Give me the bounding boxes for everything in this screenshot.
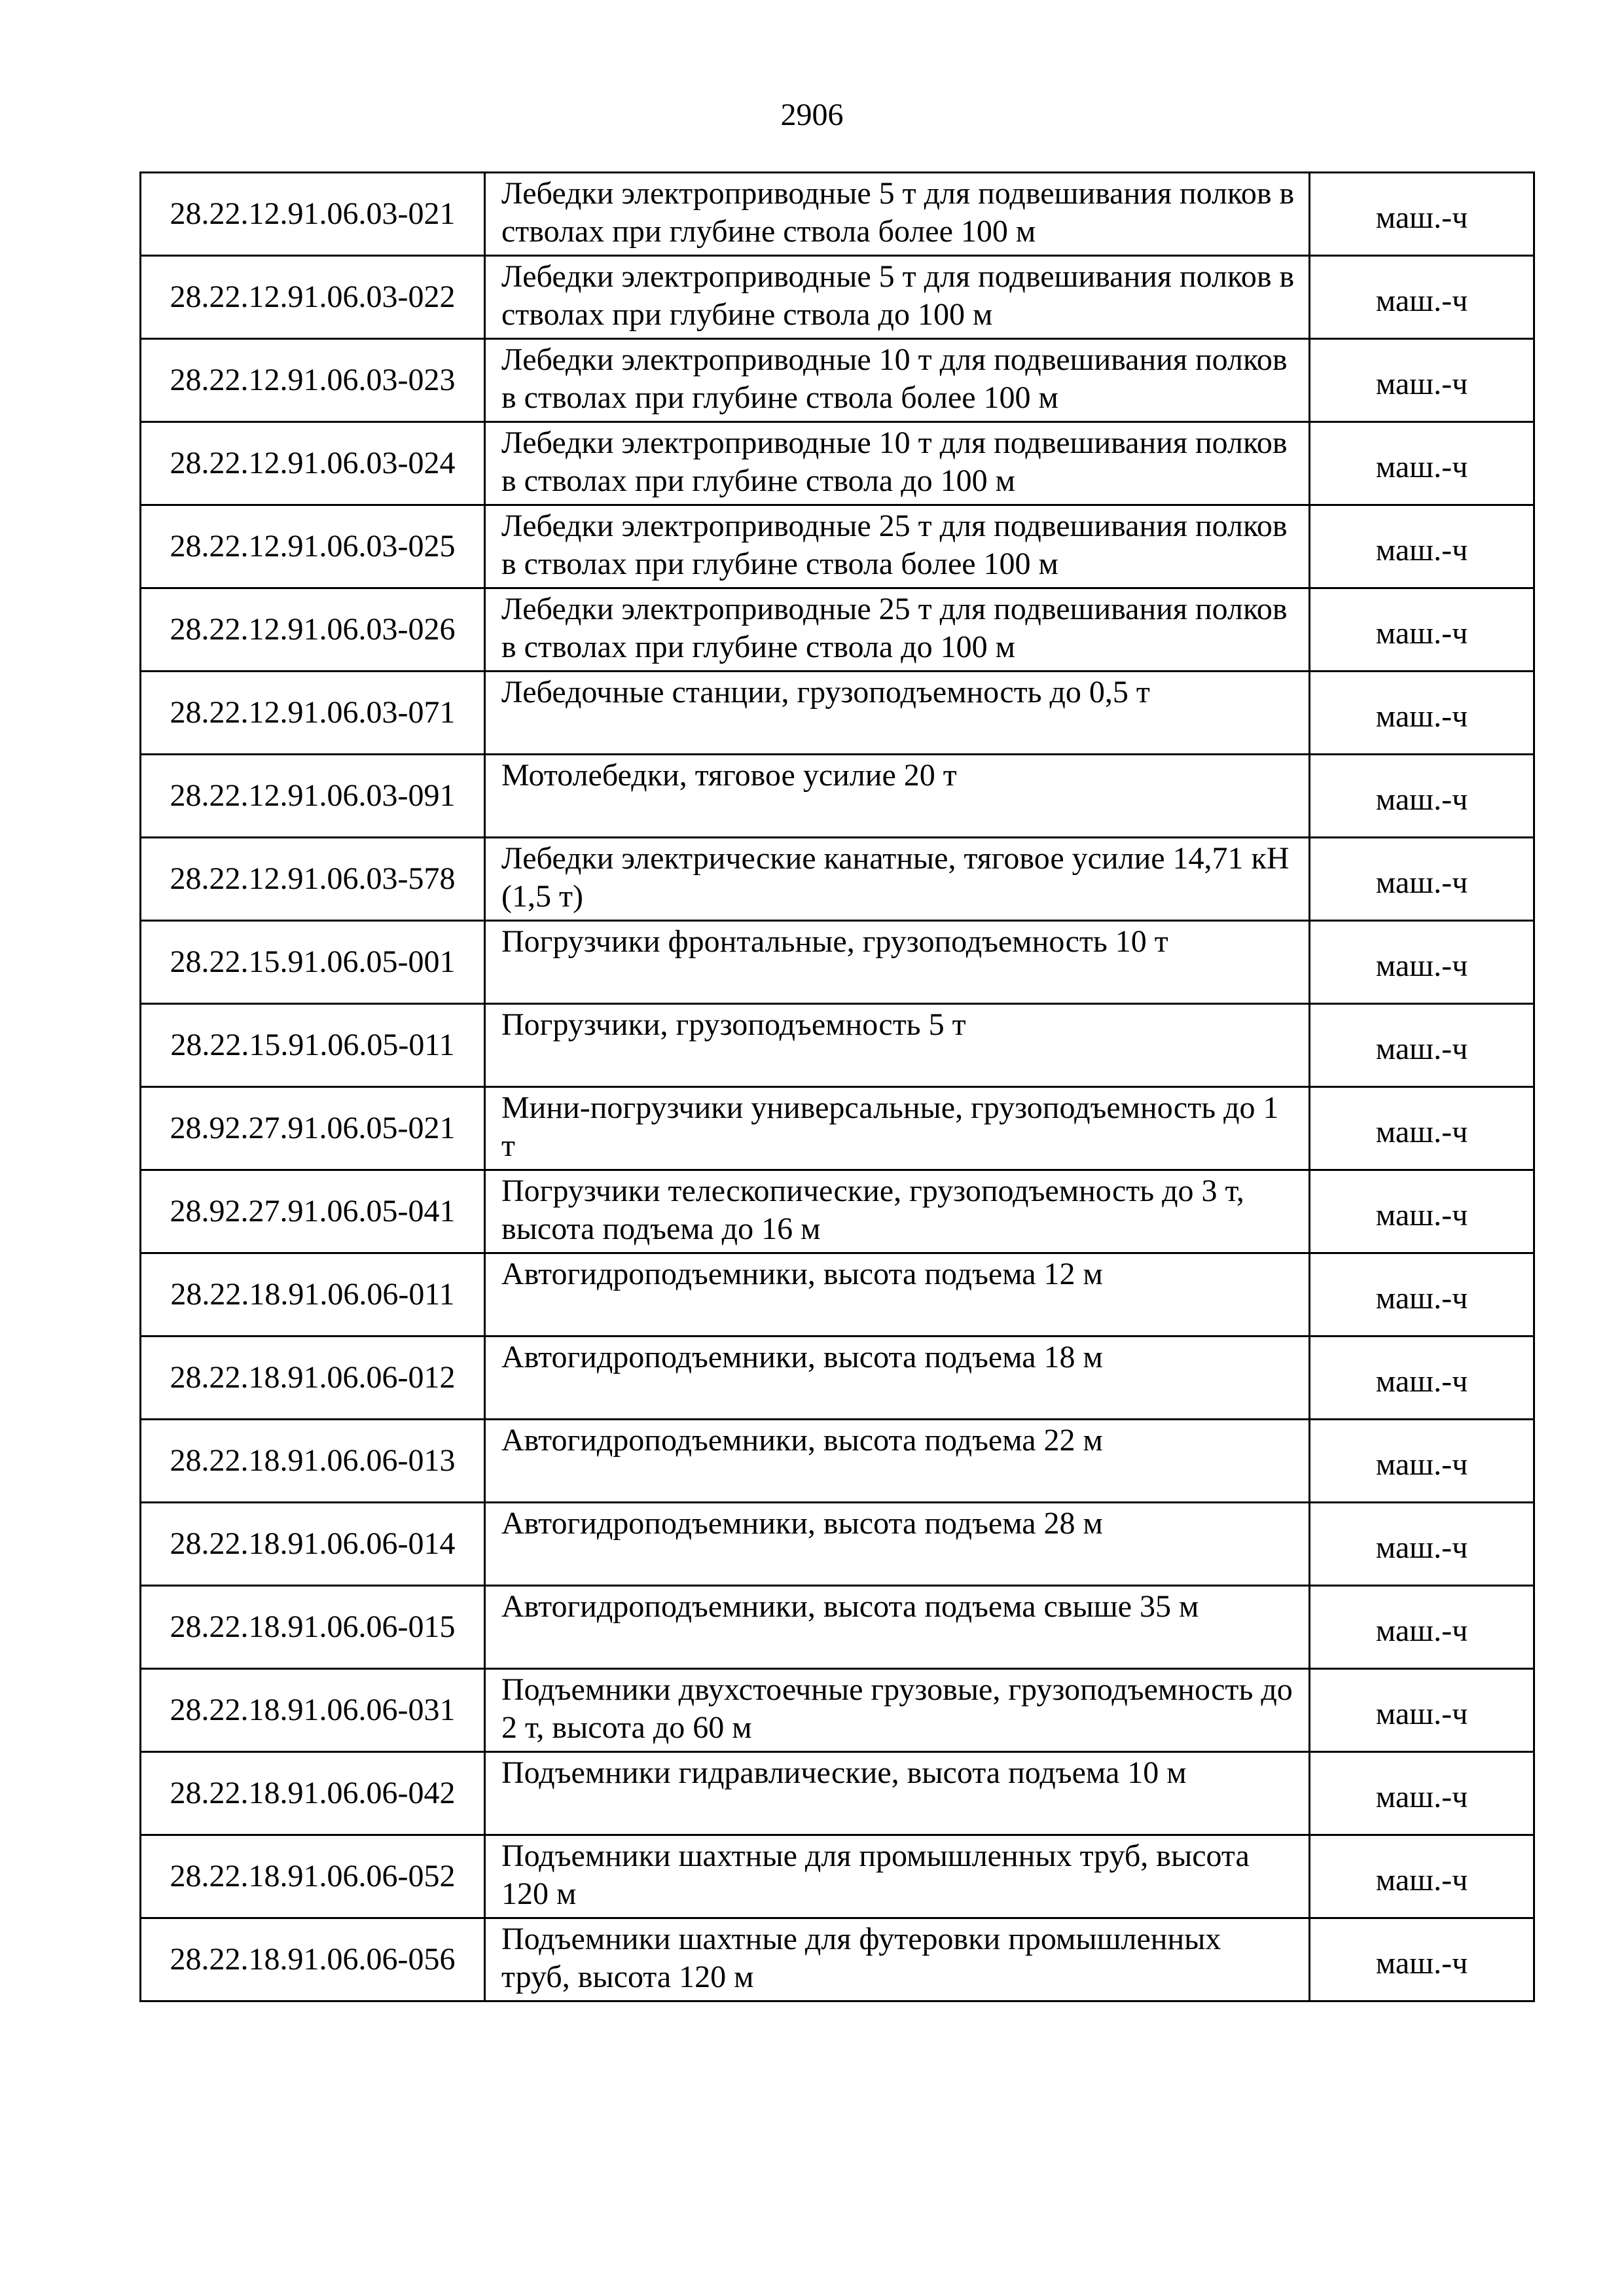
table-row <box>141 256 1534 339</box>
resource-code-cell: 28.22.18.91.06.06-015 <box>141 1586 485 1669</box>
unit-cell: маш.-ч <box>1310 1918 1534 2001</box>
table-row <box>141 173 1534 256</box>
resource-code-cell: 28.22.12.91.06.03-025 <box>141 505 485 588</box>
unit-cell: маш.-ч <box>1310 1170 1534 1253</box>
resource-name-cell: Автогидроподъемники, высота подъема свыше 35 м <box>485 1586 1310 1669</box>
resource-code-cell: 28.92.27.91.06.05-021 <box>141 1087 485 1170</box>
table-row <box>141 1004 1534 1087</box>
table-row <box>141 1170 1534 1253</box>
unit-cell: маш.-ч <box>1310 256 1534 339</box>
resource-name-cell: Подъемники шахтные для футеровки промышленных труб, высота 120 м <box>485 1918 1310 2001</box>
table-row <box>141 1918 1534 2001</box>
resource-code-cell: 28.22.12.91.06.03-022 <box>141 256 485 339</box>
table-row <box>141 1087 1534 1170</box>
table-row <box>141 339 1534 422</box>
table-row <box>141 921 1534 1004</box>
table-row <box>141 1253 1534 1336</box>
unit-cell: маш.-ч <box>1310 921 1534 1004</box>
resource-name-cell: Мини-погрузчики универсальные, грузоподъемность до 1 т <box>485 1087 1310 1170</box>
unit-cell: маш.-ч <box>1310 1586 1534 1669</box>
unit-cell: маш.-ч <box>1310 1336 1534 1420</box>
resource-code-cell: 28.22.18.91.06.06-011 <box>141 1253 485 1336</box>
resource-code-cell: 28.22.18.91.06.06-012 <box>141 1336 485 1420</box>
resource-name-cell: Автогидроподъемники, высота подъема 28 м <box>485 1503 1310 1586</box>
unit-cell: маш.-ч <box>1310 1087 1534 1170</box>
resource-name-cell: Лебедки электроприводные 10 т для подвешивания полков в стволах при глубине ствола до 100 м <box>485 422 1310 505</box>
table-row <box>141 1336 1534 1420</box>
resource-name-cell: Подъемники гидравлические, высота подъема 10 м <box>485 1752 1310 1835</box>
unit-cell: маш.-ч <box>1310 1669 1534 1752</box>
unit-cell: маш.-ч <box>1310 1004 1534 1087</box>
resource-code-cell: 28.22.18.91.06.06-052 <box>141 1835 485 1918</box>
page-number: 2906 <box>780 98 844 132</box>
resource-name-cell: Подъемники шахтные для промышленных труб, высота 120 м <box>485 1835 1310 1918</box>
table-row <box>141 1835 1534 1918</box>
table-row <box>141 588 1534 672</box>
unit-cell: маш.-ч <box>1310 838 1534 921</box>
resource-name-cell: Лебедки электроприводные 25 т для подвешивания полков в стволах при глубине ствола до 100 м <box>485 588 1310 672</box>
unit-cell: маш.-ч <box>1310 588 1534 672</box>
resource-name-cell: Автогидроподъемники, высота подъема 18 м <box>485 1336 1310 1420</box>
resource-name-cell: Лебедочные станции, грузоподъемность до 0,5 т <box>485 672 1310 755</box>
resource-name-cell: Лебедки электроприводные 25 т для подвешивания полков в стволах при глубине ствола более 100 м <box>485 505 1310 588</box>
unit-cell: маш.-ч <box>1310 1253 1534 1336</box>
resource-name-cell: Погрузчики фронтальные, грузоподъемность 10 т <box>485 921 1310 1004</box>
table-row <box>141 422 1534 505</box>
resource-code-cell: 28.22.12.91.06.03-578 <box>141 838 485 921</box>
resource-code-cell: 28.22.12.91.06.03-071 <box>141 672 485 755</box>
resource-name-cell: Лебедки электроприводные 5 т для подвешивания полков в стволах при глубине ствола более 100 м <box>485 173 1310 256</box>
resource-code-cell: 28.22.12.91.06.03-024 <box>141 422 485 505</box>
unit-cell: маш.-ч <box>1310 755 1534 838</box>
resource-name-cell: Автогидроподъемники, высота подъема 12 м <box>485 1253 1310 1336</box>
unit-cell: маш.-ч <box>1310 1503 1534 1586</box>
unit-cell: маш.-ч <box>1310 173 1534 256</box>
resource-code-cell: 28.22.12.91.06.03-021 <box>141 173 485 256</box>
unit-cell: маш.-ч <box>1310 422 1534 505</box>
resource-code-cell: 28.22.15.91.06.05-011 <box>141 1004 485 1087</box>
table-row <box>141 838 1534 921</box>
resource-name-cell: Подъемники двухстоечные грузовые, грузоподъемность до 2 т, высота до 60 м <box>485 1669 1310 1752</box>
resource-name-cell: Лебедки электроприводные 5 т для подвешивания полков в стволах при глубине ствола до 100 м <box>485 256 1310 339</box>
resource-code-cell: 28.92.27.91.06.05-041 <box>141 1170 485 1253</box>
resource-code-cell: 28.22.18.91.06.06-031 <box>141 1669 485 1752</box>
table-row <box>141 1503 1534 1586</box>
resource-name-cell: Погрузчики, грузоподъемность 5 т <box>485 1004 1310 1087</box>
resource-code-cell: 28.22.18.91.06.06-013 <box>141 1420 485 1503</box>
unit-cell: маш.-ч <box>1310 505 1534 588</box>
unit-cell: маш.-ч <box>1310 672 1534 755</box>
table-row <box>141 1586 1534 1669</box>
table-row <box>141 1752 1534 1835</box>
unit-cell: маш.-ч <box>1310 1752 1534 1835</box>
resource-name-cell: Лебедки электроприводные 10 т для подвешивания полков в стволах при глубине ствола более 100 м <box>485 339 1310 422</box>
resource-name-cell: Автогидроподъемники, высота подъема 22 м <box>485 1420 1310 1503</box>
table-body <box>141 173 1534 2001</box>
table-row <box>141 1420 1534 1503</box>
resource-name-cell: Лебедки электрические канатные, тяговое усилие 14,71 кН (1,5 т) <box>485 838 1310 921</box>
resource-code-cell: 28.22.18.91.06.06-056 <box>141 1918 485 2001</box>
resource-name-cell: Погрузчики телескопические, грузоподъемность до 3 т, высота подъема до 16 м <box>485 1170 1310 1253</box>
table-row <box>141 755 1534 838</box>
resource-name-cell: Мотолебедки, тяговое усилие 20 т <box>485 755 1310 838</box>
unit-cell: маш.-ч <box>1310 339 1534 422</box>
table-row <box>141 1669 1534 1752</box>
resource-code-cell: 28.22.15.91.06.05-001 <box>141 921 485 1004</box>
unit-cell: маш.-ч <box>1310 1420 1534 1503</box>
resource-code-cell: 28.22.18.91.06.06-014 <box>141 1503 485 1586</box>
table-row <box>141 505 1534 588</box>
resource-code-cell: 28.22.12.91.06.03-026 <box>141 588 485 672</box>
table-row <box>141 672 1534 755</box>
unit-cell: маш.-ч <box>1310 1835 1534 1918</box>
resource-table <box>139 171 1535 2002</box>
resource-code-cell: 28.22.12.91.06.03-023 <box>141 339 485 422</box>
resource-code-cell: 28.22.18.91.06.06-042 <box>141 1752 485 1835</box>
resource-code-cell: 28.22.12.91.06.03-091 <box>141 755 485 838</box>
